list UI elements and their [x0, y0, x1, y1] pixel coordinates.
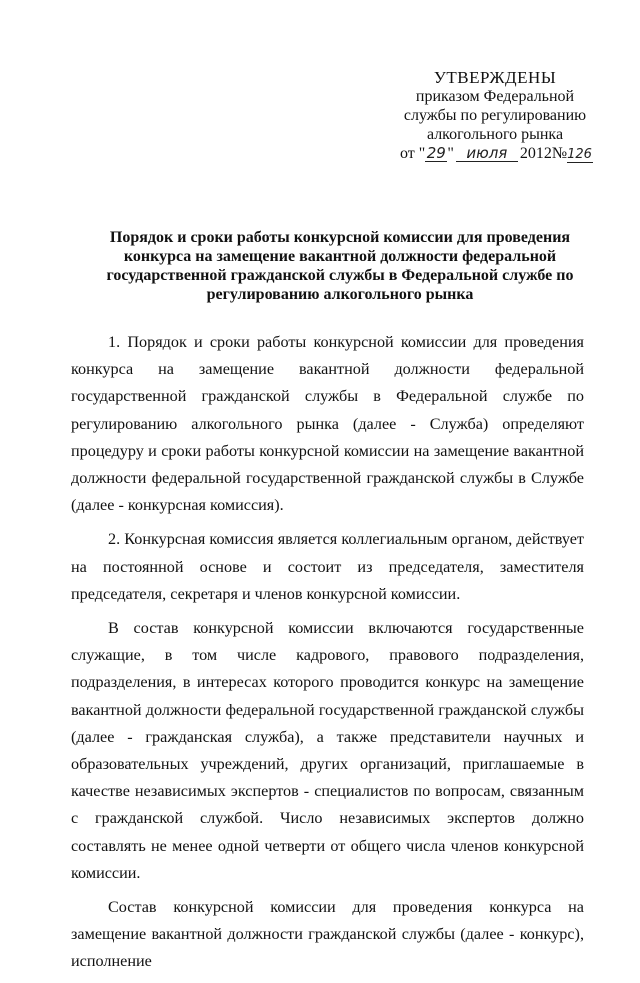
number-sign: № — [551, 145, 568, 162]
approval-title: УТВЕРЖДЕНЫ — [433, 68, 557, 87]
approval-stamp — [400, 68, 590, 163]
handwritten-number: 126 — [567, 147, 592, 162]
paragraph-4: Состав конкурсной комиссии для проведения конкурса на замещение вакантной должности гражданской службы (далее - конкурс), исполнение — [71, 898, 584, 971]
approval-date — [400, 144, 590, 163]
approval-line-3: алкогольного рынка — [426, 126, 564, 143]
date-prefix: от " — [400, 145, 426, 162]
paragraph-2: 2. Конкурсная комиссия является коллегиальным органом, действует на постоянной основе и состоит из председателя, заместителя председателя, секретаря и членов конкурсной комиссии. — [71, 530, 584, 603]
paragraph-3: В состав конкурсной комиссии включаются государственные служащие, в том числе кадрового, правового подразделения, подразделения, в интересах которого проводится конкурс на замещение вакантной должности федеральной государственной гражданской службы (далее - гражданская служба), а также представители научных и образовательных учреждений, других организаций, приглашаемые в качестве независимых экспертов - специалистов по вопросам, связанным с гражданской службой. Число независимых экспертов должно составлять не менее одной четверти от общего числа членов конкурсной комиссии. — [71, 619, 584, 882]
date-quote: " — [447, 145, 454, 162]
paragraph-1: 1. Порядок и сроки работы конкурсной комиссии для проведения конкурса на замещение вакантной должности федеральной государственной гражданской службы в Федеральной службе по регулированию алкогольного рынка (далее - Служба) определяют процедуру и сроки работы конкурсной комиссии на замещение вакантной должности федеральной государственной гражданской службы в Службе (далее - конкурсная комиссия). — [71, 333, 584, 515]
approval-line-2: службы по регулированию — [403, 107, 587, 124]
handwritten-day: 29 — [426, 144, 446, 162]
date-year: 2012 — [519, 145, 552, 162]
document-title: Порядок и сроки работы конкурсной комиссии для проведения конкурса на замещение вакантной должности федеральной государственной гражданской службы в Федеральной службе по регулированию алкогольного рынка — [106, 229, 574, 303]
document-body — [71, 329, 584, 983]
approval-line-1: приказом Федеральной — [415, 88, 575, 105]
handwritten-month: июля — [456, 146, 518, 162]
